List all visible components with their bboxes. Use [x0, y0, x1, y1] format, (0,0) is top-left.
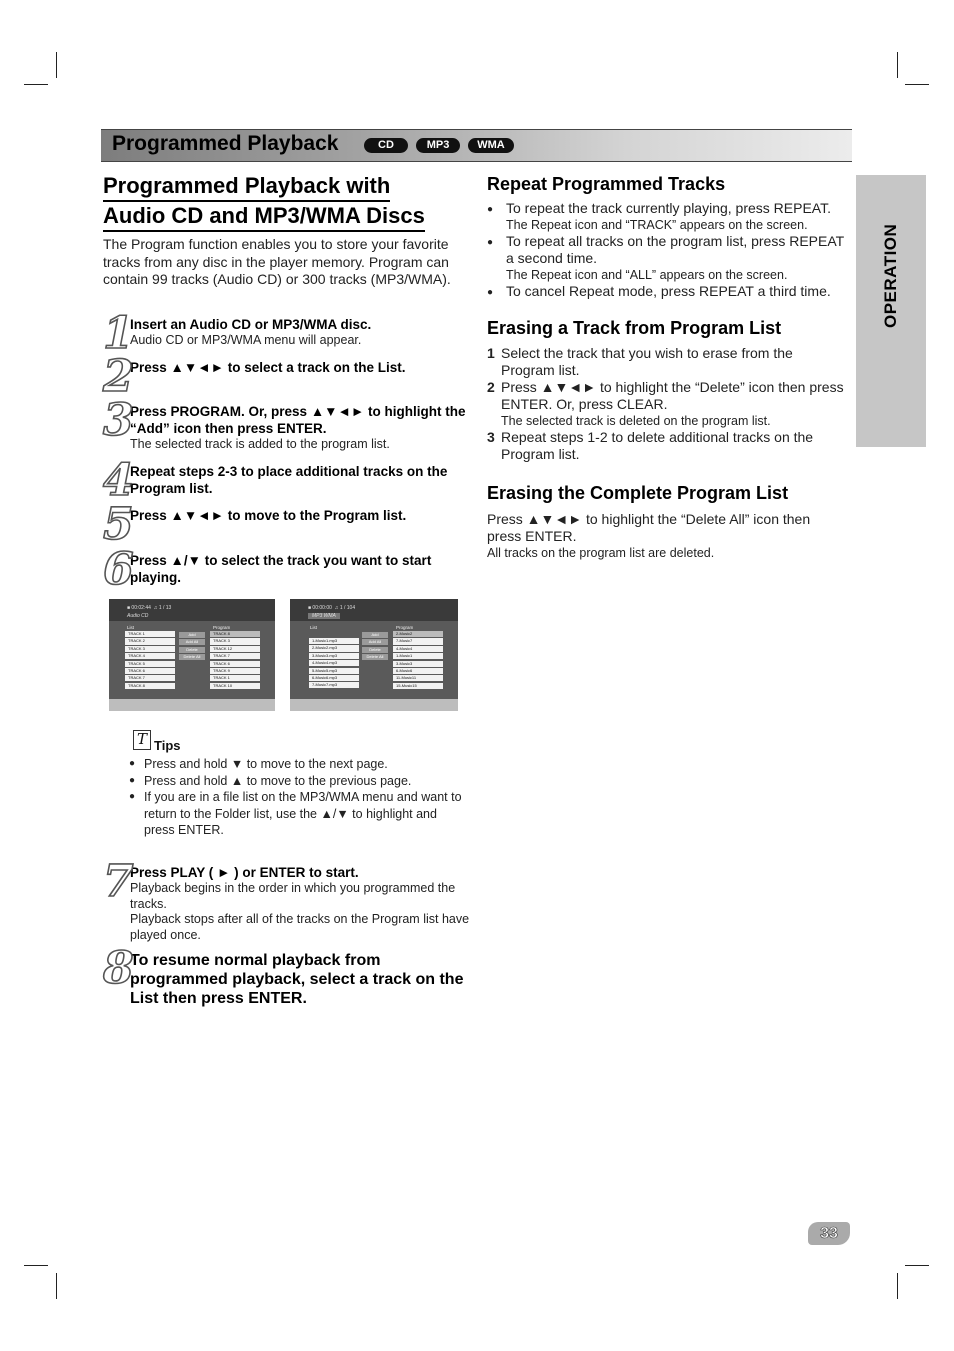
step-4 — [103, 455, 473, 506]
list-item: TRACK 1 — [125, 631, 175, 637]
page-number: 33 — [808, 1222, 850, 1245]
step-note: Playback stops after all of the tracks on the Program list have played once. — [130, 912, 470, 942]
list-item: 6-Music6 — [393, 668, 443, 674]
step-instruction: Press ▲▼◄► to move to the Program list. — [130, 508, 407, 523]
step-instruction: Press ▲▼◄► to select a track on the List. — [130, 360, 406, 375]
list-item: 2 Press ▲▼◄► to highlight the “Delete” icon then press ENTER. Or, press CLEAR. The selected track is deleted on the program list. — [487, 379, 844, 428]
list-item: TRACK 6 — [210, 661, 260, 667]
delete-button: Delete — [362, 647, 388, 653]
osd-program-label: Program — [396, 625, 414, 630]
list-item: 5-Music5.mp3 — [309, 668, 359, 674]
add-button: Add — [362, 632, 388, 638]
step-instruction: Repeat steps 2-3 to place additional tracks on the Program list. — [130, 464, 448, 496]
step-number: 2 — [103, 351, 134, 402]
osd-program-list — [210, 631, 260, 690]
crop-mark — [905, 84, 929, 85]
list-item: TRACK 12 — [210, 646, 260, 652]
list-item: TRACK 10 — [210, 683, 260, 689]
osd-time: ■ 00:00:00 ♫ 1 / 104 — [308, 605, 356, 611]
badge-wma: WMA — [468, 138, 514, 153]
tip-item: ● Press and hold ▼ to move to the next page. — [129, 756, 469, 773]
crop-mark — [56, 52, 57, 78]
osd-track-list — [125, 631, 175, 690]
list-item: TRACK 5 — [125, 661, 175, 667]
delete-all-button: Delete All — [362, 654, 388, 660]
side-tab-label: OPERATION — [881, 223, 900, 328]
heading-line: Programmed Playback with — [103, 172, 390, 202]
intro-text: The Program function enables you to store your favorite tracks from any disc in the player memory. Program can contain 99 tracks (Audio CD) or 300 tracks (MP3/WMA). — [103, 236, 451, 287]
add-all-button: Add All — [362, 639, 388, 645]
list-item: 15-Music15 — [393, 683, 443, 689]
add-all-button: Add All — [179, 639, 205, 645]
step-5 — [103, 499, 473, 550]
add-button: Add — [179, 632, 205, 638]
crop-mark — [905, 1265, 929, 1266]
step-instruction: Press PROGRAM. Or, press ▲▼◄► to highlight the “Add” icon then press ENTER. — [130, 404, 466, 436]
list-item: 4-Music4 — [393, 646, 443, 652]
list-item: 2-Music2.mp3 — [309, 645, 359, 651]
step-8 — [103, 943, 473, 1008]
step-number: 5 — [103, 499, 134, 550]
list-item: 7-Music7.mp3 — [309, 682, 359, 688]
osd-disc-type: Audio CD — [127, 613, 149, 619]
step-3 — [103, 395, 473, 453]
heading-line: Audio CD and MP3/WMA Discs — [103, 202, 425, 232]
osd-buttons — [362, 632, 388, 661]
step-number: 7 — [103, 856, 134, 907]
list-item: TRACK 7 — [210, 653, 260, 659]
list-item: TRACK 7 — [125, 675, 175, 681]
osd-file-list — [309, 638, 359, 690]
osd-buttons — [179, 632, 205, 661]
step-note: Audio CD or MP3/WMA menu will appear. — [130, 333, 362, 347]
tips-title: Tips — [154, 738, 181, 753]
osd-list-label: List — [310, 625, 318, 630]
repeat-heading: Repeat Programmed Tracks — [487, 174, 726, 194]
list-item: 2-Music2 — [393, 631, 443, 637]
list-item: ● To repeat all tracks on the program list, press REPEAT a second time. The Repeat icon and “ALL” appears on the screen. — [487, 233, 847, 283]
osd-disc-type: MP3 WMA — [308, 613, 340, 619]
list-item: TRACK 1 — [210, 675, 260, 681]
delete-all-button: Delete All — [179, 654, 205, 660]
step-number: 8 — [103, 943, 134, 994]
badge-mp3: MP3 — [416, 138, 460, 153]
crop-mark — [897, 1273, 898, 1299]
list-item: ● To repeat the track currently playing, press REPEAT. The Repeat icon and “TRACK” appears on the screen. — [487, 200, 847, 233]
tips-icon: T — [133, 730, 151, 750]
step-number: 4 — [103, 455, 134, 506]
step-instruction: Insert an Audio CD or MP3/WMA disc. — [130, 317, 372, 332]
erase-track-heading: Erasing a Track from Program List — [487, 318, 782, 338]
step-instruction: Press ▲/▼ to select the track you want to start playing. — [130, 553, 432, 585]
list-item: TRACK 4 — [125, 653, 175, 659]
osd-list-label: List — [127, 625, 135, 630]
step-number: 3 — [103, 395, 134, 446]
erase-all-text: Press ▲▼◄► to highlight the “Delete All” icon then press ENTER. All tracks on the program list are deleted. — [487, 511, 811, 560]
step-7 — [103, 856, 473, 943]
step-instruction: Press PLAY ( ► ) or ENTER to start. — [130, 865, 359, 880]
tip-item: ● If you are in a file list on the MP3/WMA menu and want to return to the Folder list, use the ▲/▼ to highlight and press ENTER. — [129, 789, 469, 839]
list-item: TRACK 3 — [210, 638, 260, 644]
step-6 — [103, 544, 473, 595]
list-item: 1-Music1.mp3 — [309, 638, 359, 644]
step-2 — [103, 351, 473, 402]
delete-button: Delete — [179, 647, 205, 653]
erase-track-list — [487, 345, 847, 463]
step-note: Playback begins in the order in which you programmed the tracks. — [130, 881, 456, 911]
list-item: 3-Music3.mp3 — [309, 653, 359, 659]
osd-program-label: Program — [213, 625, 231, 630]
crop-mark — [24, 84, 48, 85]
list-item: 1-Music1 — [393, 653, 443, 659]
osd-time: ■ 00:02:44 ♫ 1 / 13 — [127, 605, 172, 611]
mp3-wma-menu-screen — [290, 599, 458, 711]
list-item: 3 Repeat steps 1-2 to delete additional tracks on the Program list. — [487, 429, 814, 462]
list-item: 4-Music4.mp3 — [309, 660, 359, 666]
page-title: Programmed Playback — [112, 132, 339, 155]
tips-list — [129, 756, 469, 839]
step-number: 1 — [103, 308, 134, 359]
list-item: ● To cancel Repeat mode, press REPEAT a third time. — [487, 283, 847, 300]
list-item: TRACK 2 — [125, 638, 175, 644]
audio-cd-menu-screen — [109, 599, 275, 711]
list-item: TRACK 3 — [125, 646, 175, 652]
list-item: TRACK 9 — [210, 668, 260, 674]
crop-mark — [897, 52, 898, 78]
section-banner — [101, 129, 852, 162]
list-item: 1 Select the track that you wish to erase from the Program list. — [487, 345, 793, 378]
list-item: 7-Music7 — [393, 638, 443, 644]
repeat-list — [487, 200, 847, 300]
crop-mark — [56, 1273, 57, 1299]
step-note: The selected track is added to the program list. — [130, 437, 390, 451]
list-item: 6-Music6.mp3 — [309, 675, 359, 681]
erase-all-heading: Erasing the Complete Program List — [487, 483, 789, 503]
list-item: TRACK 8 — [210, 631, 260, 637]
osd-program-list — [393, 631, 443, 690]
list-item: TRACK 6 — [125, 668, 175, 674]
section-heading — [103, 172, 425, 232]
badge-cd: CD — [364, 138, 408, 153]
step-1 — [103, 308, 473, 359]
side-tab — [856, 175, 926, 447]
list-item: TRACK 8 — [125, 683, 175, 689]
tip-item: ● Press and hold ▲ to move to the previous page. — [129, 773, 469, 790]
list-item: 11-Music11 — [393, 675, 443, 681]
step-instruction: To resume normal playback from programmed playback, select a track on the List then press ENTER. — [130, 952, 464, 1007]
list-item: 3-Music3 — [393, 661, 443, 667]
step-number: 6 — [103, 544, 134, 595]
crop-mark — [24, 1265, 48, 1266]
